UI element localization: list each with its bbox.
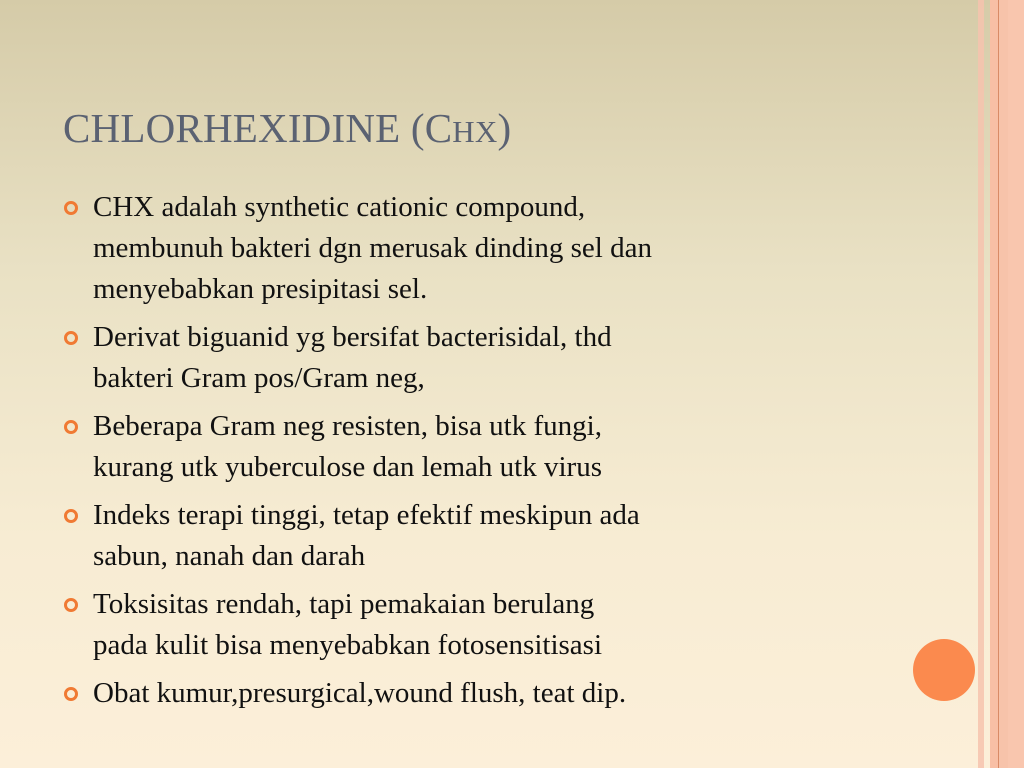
- slide-title: [63, 104, 511, 152]
- bullet-item: [64, 317, 652, 399]
- decorative-line: [998, 0, 999, 768]
- bullet-ring-icon: [64, 509, 78, 523]
- bullet-list: [64, 187, 652, 721]
- decorative-stripe: [1008, 0, 1024, 768]
- bullet-text-line: bakteri Gram pos/Gram neg,: [93, 362, 425, 394]
- bullet-text-line: kurang utk yuberculose dan lemah utk virus: [93, 451, 602, 483]
- bullet-text-line: Beberapa Gram neg resisten, bisa utk fungi,: [93, 410, 602, 442]
- bullet-ring-icon: [64, 201, 78, 215]
- bullet-text-line: Toksisitas rendah, tapi pemakaian berulang: [93, 588, 595, 620]
- bullet-item: [64, 187, 652, 310]
- decorative-stripe: [978, 0, 984, 768]
- bullet-ring-icon: [64, 420, 78, 434]
- title-text: CHLORHEXIDINE (C: [63, 105, 453, 151]
- bullet-item: [64, 495, 652, 577]
- bullet-text-line: Obat kumur,presurgical,wound flush, teat dip.: [93, 677, 627, 709]
- bullet-ring-icon: [64, 598, 78, 612]
- decorative-stripe: [990, 0, 998, 768]
- bullet-ring-icon: [64, 687, 78, 701]
- bullet-text-line: Indeks terapi tinggi, tetap efektif meskipun ada: [93, 499, 640, 531]
- bullet-text-line: Derivat biguanid yg bersifat bacterisidal, thd: [93, 321, 612, 353]
- title-smallcaps: HX: [452, 114, 498, 149]
- title-end: ): [497, 105, 512, 151]
- bullet-item: [64, 406, 652, 488]
- bullet-text-line: CHX adalah synthetic cationic compound,: [93, 191, 586, 223]
- bullet-item: [64, 584, 652, 666]
- bullet-item: [64, 673, 652, 714]
- bullet-ring-icon: [64, 331, 78, 345]
- decorative-circle: [913, 639, 975, 701]
- bullet-text-line: menyebabkan presipitasi sel.: [93, 273, 428, 305]
- bullet-text-line: pada kulit bisa menyebabkan fotosensitisasi: [93, 629, 603, 661]
- bullet-text-line: sabun, nanah dan darah: [93, 540, 366, 572]
- bullet-text-line: membunuh bakteri dgn merusak dinding sel dan: [93, 232, 652, 264]
